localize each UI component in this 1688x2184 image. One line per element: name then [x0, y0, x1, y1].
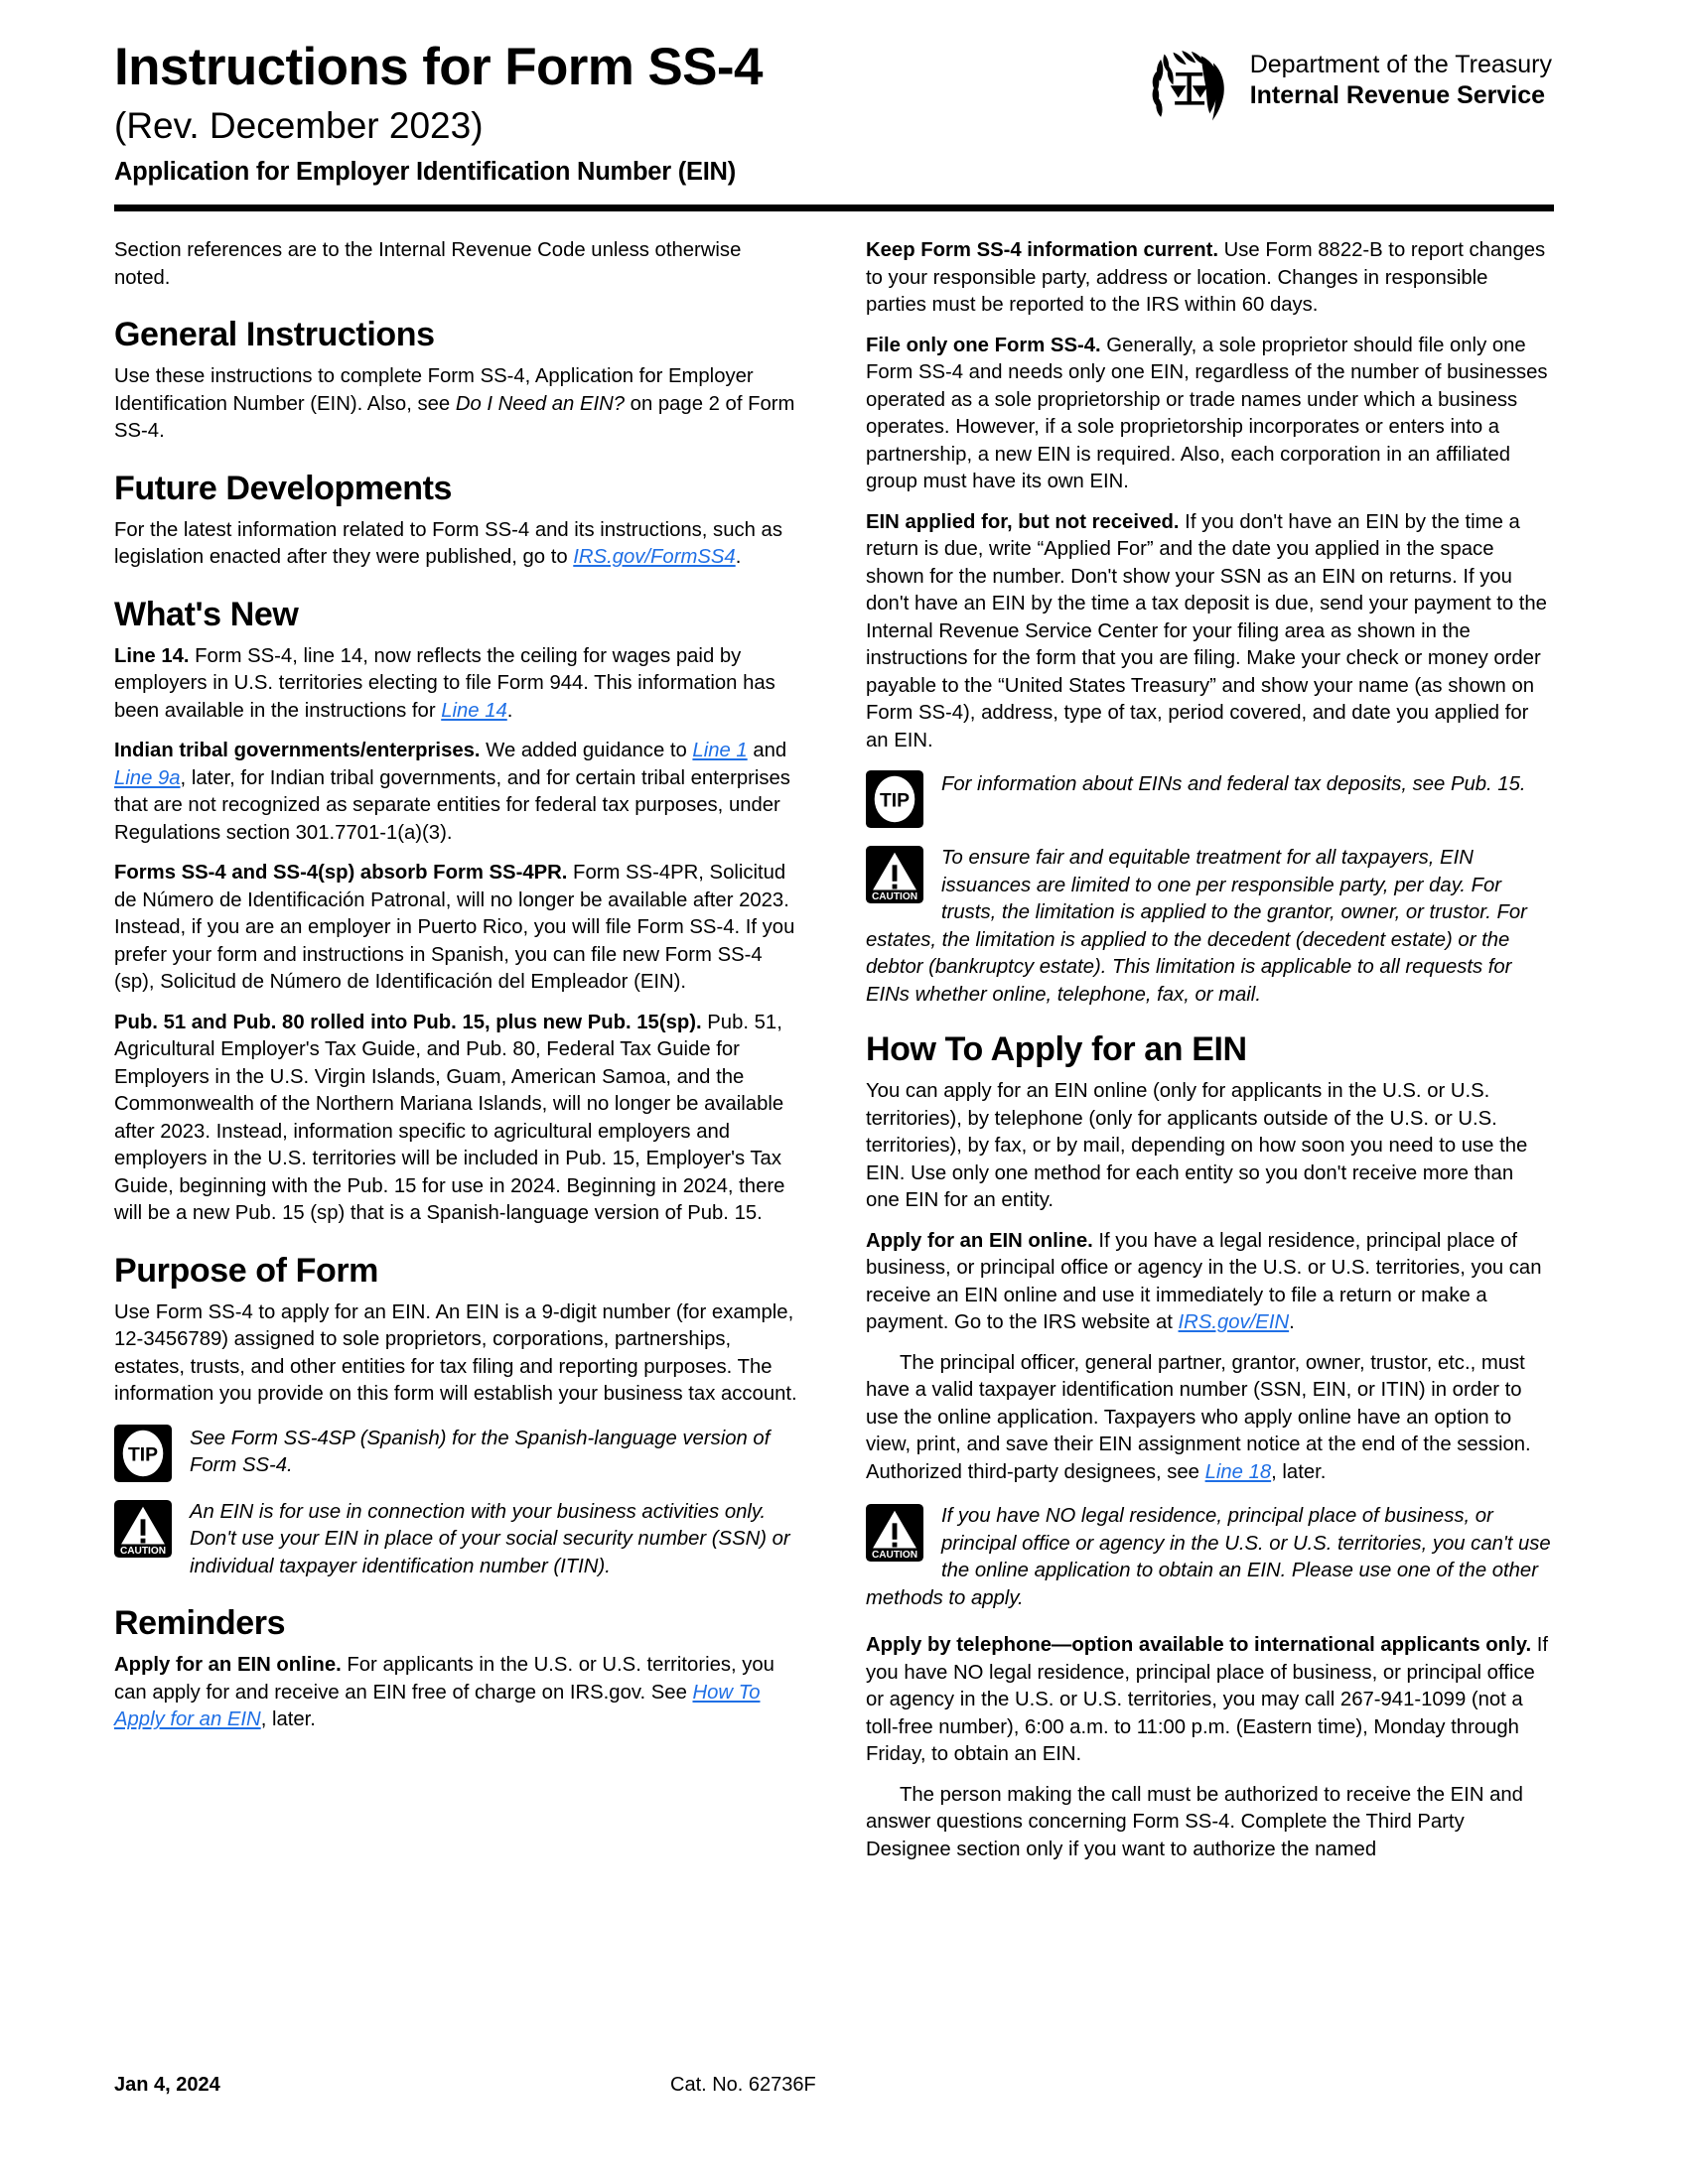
link-irs-gov-ein[interactable]: IRS.gov/EIN: [1178, 1311, 1290, 1334]
page-footer: [114, 2074, 1554, 2097]
link-line-18[interactable]: Line 18: [1204, 1460, 1272, 1483]
ha-lead-online: Apply for an EIN online.: [866, 1229, 1093, 1252]
wn-text-tribal-2: and: [747, 740, 787, 762]
how-to-apply-intro: You can apply for an EIN online (only for applicants in the U.S. or U.S. territories), by telephone (only for applicants outside of the U.S. or U.S. territories), by fax, or by mail, depending on how soon you need to use the EIN. Use only one method for each entity so you don't receive more than one EIN for an entity.: [866, 1080, 1528, 1212]
apply-by-telephone-paragraph: [866, 1632, 1551, 1769]
whats-new-item-line14: [114, 643, 799, 726]
link-irs-gov-formss4[interactable]: IRS.gov/FormSS4: [573, 546, 736, 569]
caution-callout-text: An EIN is for use in connection with your business activities only. Don't use your EIN in place of your social security number (SSN) or individual taxpayer identification number (ITIN).: [190, 1500, 790, 1577]
rc-lead-applied-not-received: EIN applied for, but not received.: [866, 510, 1180, 533]
wn-text-ss4pr: Form SS-4PR, Solicitud de Número de Identificación Patronal, will no longer be available after 2023. Instead, if you are an employer in Puerto Rico, you will file Form SS-4. If you prefer your form and instructions in Spanish, you can file new Form SS-4 (sp), Solicitud de Número de Identificación del Empleador (EIN).: [114, 862, 795, 994]
wn-lead-tribal: Indian tribal governments/enterprises.: [114, 740, 481, 762]
rem-lead-apply-online: Apply for an EIN online.: [114, 1654, 342, 1677]
rc-text-keep-current: Use Form 8822-B to report changes to your responsible party, address or location. Changes in responsible parties must be reported to the IRS within 60 days.: [866, 239, 1546, 316]
section-reference-note: Section references are to the Internal Revenue Code unless otherwise noted.: [114, 239, 742, 289]
rc-text-file-one: Generally, a sole proprietor should file only one Form SS-4 and needs only one EIN, regardless of the number of businesses operated as a sole proprietorship or trade names under which a business operates. However, if a sole proprietorship incorporates or enters into a partnership, a new EIN is required. Also, each corporation in an affiliated group must have its own EIN.: [866, 334, 1548, 492]
rc-lead-keep-current: Keep Form SS-4 information current.: [866, 239, 1218, 261]
svg-text:TIP: TIP: [879, 790, 911, 812]
link-how-to-apply-for-an-ein[interactable]: How To Apply for an EIN: [114, 1681, 761, 1731]
svg-text:CAUTION: CAUTION: [871, 1550, 918, 1562]
heading-whats-new: What's New: [114, 595, 299, 633]
link-line-9a[interactable]: Line 9a: [114, 766, 181, 789]
agency-block: [1147, 44, 1552, 131]
agency-text-block: [1250, 44, 1552, 110]
caution-callout-no-residence: [866, 1502, 1551, 1612]
gi-italic-ref: Do I Need an EIN?: [455, 392, 626, 415]
document-masthead: [114, 0, 1554, 199]
caution-callout-text: If you have NO legal residence, principal place of business, or principal office or agency in the U.S. or U.S. territories, you can't use the online application to obtain an EIN. Please use one of the other methods to apply.: [866, 1505, 1551, 1609]
link-line-14[interactable]: Line 14: [441, 699, 507, 722]
telephone-authorization-paragraph: The person making the call must be authorized to receive the EIN and answer questions concerning Form SS-4. Complete the Third Party Designee section only if you want to authorize the named: [866, 1783, 1523, 1860]
header-divider-rule: [114, 205, 1554, 211]
svg-text:CAUTION: CAUTION: [871, 891, 918, 903]
purpose-of-form-paragraph: Use Form SS-4 to apply for an EIN. An EIN is a 9-digit number (for example, 12-3456789) assigned to sole proprietors, corporations, partnerships, estates, trusts, and other entities for tax filing and reporting purposes. The information you provide on this form will establish your business tax account.: [114, 1300, 797, 1406]
two-column-body: [114, 237, 1554, 1863]
ha-text-online-1: If you have a legal residence, principal place of business, or principal office or agency in the U.S. or U.S. territories, you can receive an EIN online and use it immediately to file a return or make a payment. Go to the IRS website at: [866, 1229, 1542, 1334]
wn-text-line14-2: .: [506, 699, 513, 722]
general-instructions-intro: [114, 363, 799, 446]
caution-callout-ein-limit: [866, 844, 1551, 1009]
caution-icon: [114, 1500, 172, 1558]
caution-callout-text: To ensure fair and equitable treatment for all taxpayers, EIN issuances are limited to one per responsible party, per day. For trusts, the limitation is applied to the grantor, owner, or trustor. For estates, the limitation is applied to the decedent (decedent estate) or the debtor (bankruptcy estate). This limitation is applicable to all requests for EINs whether online, telephone, fax, or mail.: [866, 847, 1527, 1006]
link-line-1[interactable]: Line 1: [692, 740, 748, 762]
tip-icon: [114, 1425, 172, 1482]
revision-date: (Rev. December 2023): [114, 105, 484, 147]
agency-department-label: Department of the Treasury: [1249, 51, 1552, 78]
reminders-apply-online: [114, 1652, 799, 1734]
wn-lead-ss4pr: Forms SS-4 and SS-4(sp) absorb Form SS-4PR.: [114, 862, 568, 885]
wn-text-pub15: Pub. 51, Agricultural Employer's Tax Guide, and Pub. 80, Federal Tax Guide for Employers in the U.S. Virgin Islands, Guam, American Samoa, and the Commonwealth of the Northern Mariana Islands, will no longer be available after 2023. Instead, information specific to agricultural employers and employers in the U.S. territories will be included in Pub. 15, Employer's Tax Guide, beginning with the Pub. 15 for use in 2024. Beginning in 2024, there will be a new Pub. 15 (sp) that is a Spanish-language version of Pub. 15.: [114, 1011, 785, 1225]
reminder-ein-applied-not-received: [866, 509, 1551, 755]
fd-text-2: .: [735, 546, 742, 569]
tip-callout-text: For information about EINs and federal tax deposits, see Pub. 15.: [941, 773, 1526, 795]
heading-reminders: Reminders: [114, 1604, 286, 1643]
reminder-keep-info-current: [866, 237, 1551, 320]
wn-lead-line14: Line 14.: [114, 644, 190, 667]
wn-text-line14-1: Form SS-4, line 14, now reflects the ceiling for wages paid by employers in U.S. territories electing to file Form 944. This information has been available in the instructions for: [114, 644, 775, 722]
heading-general-instructions: General Instructions: [114, 316, 435, 353]
page-title: Instructions for Form SS-4: [114, 38, 763, 96]
left-column: [114, 237, 799, 1863]
gi-text-2: on page 2 of Form SS-4.: [114, 392, 795, 443]
tip-callout-pub15: [866, 770, 1551, 828]
principal-officer-paragraph: [866, 1350, 1551, 1487]
wn-text-tribal-1: We added guidance to: [480, 740, 693, 762]
ha-text-online-2: .: [1289, 1311, 1295, 1334]
apply-online-paragraph: [866, 1228, 1551, 1337]
svg-text:TIP: TIP: [127, 1444, 159, 1466]
tip-callout-spanish-form: [114, 1425, 799, 1482]
future-developments-paragraph: [114, 517, 799, 572]
irs-eagle-scales-seal-icon: [1147, 44, 1234, 131]
agency-name-label: Internal Revenue Service: [1249, 80, 1546, 109]
document-subtitle: Application for Employer Identification Number (EIN): [114, 157, 736, 186]
heading-purpose-of-form: Purpose of Form: [114, 1251, 379, 1290]
wn-text-tribal-3: , later, for Indian tribal governments, and for certain tribal enterprises that are not recognized as separate entities for federal tax purposes, under Regulations section 301.7701-1(a)(3).: [114, 766, 790, 844]
reminder-file-one-form: [866, 333, 1551, 496]
ha-text-principal-2: , later.: [1271, 1460, 1327, 1483]
rem-text-1: For applicants in the U.S. or U.S. territories, you can apply for and receive an EIN free of charge on IRS.gov. See: [114, 1654, 774, 1704]
ha-lead-telephone: Apply by telephone—option available to international applicants only.: [866, 1634, 1532, 1657]
ha-text-telephone: If you have NO legal residence, principal place of business, or principal office or agency in the U.S. or U.S. territories, you may call 267-941-1099 (not a toll-free number), 6:00 a.m. to 11:00 p.m. (Eastern time), Monday through Friday, to obtain an EIN.: [866, 1634, 1549, 1766]
whats-new-item-ss4pr: [114, 860, 799, 997]
right-column: [866, 237, 1551, 1863]
rc-text-applied-not-received: If you don't have an EIN by the time a return is due, write “Applied For” and the date you applied in the space shown for the number. Don't show your SSN as an EIN on returns. If you don't have an EIN by the time a tax deposit is due, send your payment to the Internal Revenue Service Center for your filing area as shown in the instructions for the form that you are filing. Make your check or money order payable to the “United States Treasury” and show your name (as shown on Form SS-4), address, type of tax, period covered, and date you applied for an EIN.: [866, 510, 1547, 751]
whats-new-item-pub15: [114, 1010, 799, 1228]
tip-callout-text: See Form SS-4SP (Spanish) for the Spanish-language version of Form SS-4.: [190, 1427, 771, 1477]
rc-lead-file-one: File only one Form SS-4.: [866, 334, 1101, 356]
footer-catalog-number: Cat. No. 62736F: [670, 2074, 816, 2096]
fd-text-1: For the latest information related to Form SS-4 and its instructions, such as legislation enacted after they were published, go to: [114, 518, 782, 569]
tip-icon: [866, 770, 923, 828]
caution-icon: [866, 846, 923, 903]
caution-icon: [866, 1504, 923, 1562]
document-page: [114, 0, 1554, 2184]
wn-lead-pub15: Pub. 51 and Pub. 80 rolled into Pub. 15, plus new Pub. 15(sp).: [114, 1011, 702, 1033]
ha-text-principal-1: The principal officer, general partner, grantor, owner, trustor, etc., must have a valid taxpayer identification number (SSN, EIN, or ITIN) in order to use the online application. Taxpayers who apply online have an option to view, print, and save their EIN assignment notice at the end of the session. Authorized third-party designees, see: [866, 1351, 1531, 1483]
heading-future-developments: Future Developments: [114, 469, 453, 507]
footer-date: Jan 4, 2024: [114, 2074, 220, 2096]
gi-text-1: Use these instructions to complete Form SS-4, Application for Employer Identification Number (EIN). Also, see: [114, 365, 754, 415]
whats-new-item-tribal: [114, 738, 799, 847]
svg-text:CAUTION: CAUTION: [119, 1545, 167, 1557]
heading-how-to-apply: How To Apply for an EIN: [866, 1030, 1247, 1068]
masthead-title-block: [114, 40, 763, 187]
rem-text-2: , later.: [260, 1708, 316, 1731]
caution-callout-ein-use: [114, 1498, 799, 1581]
